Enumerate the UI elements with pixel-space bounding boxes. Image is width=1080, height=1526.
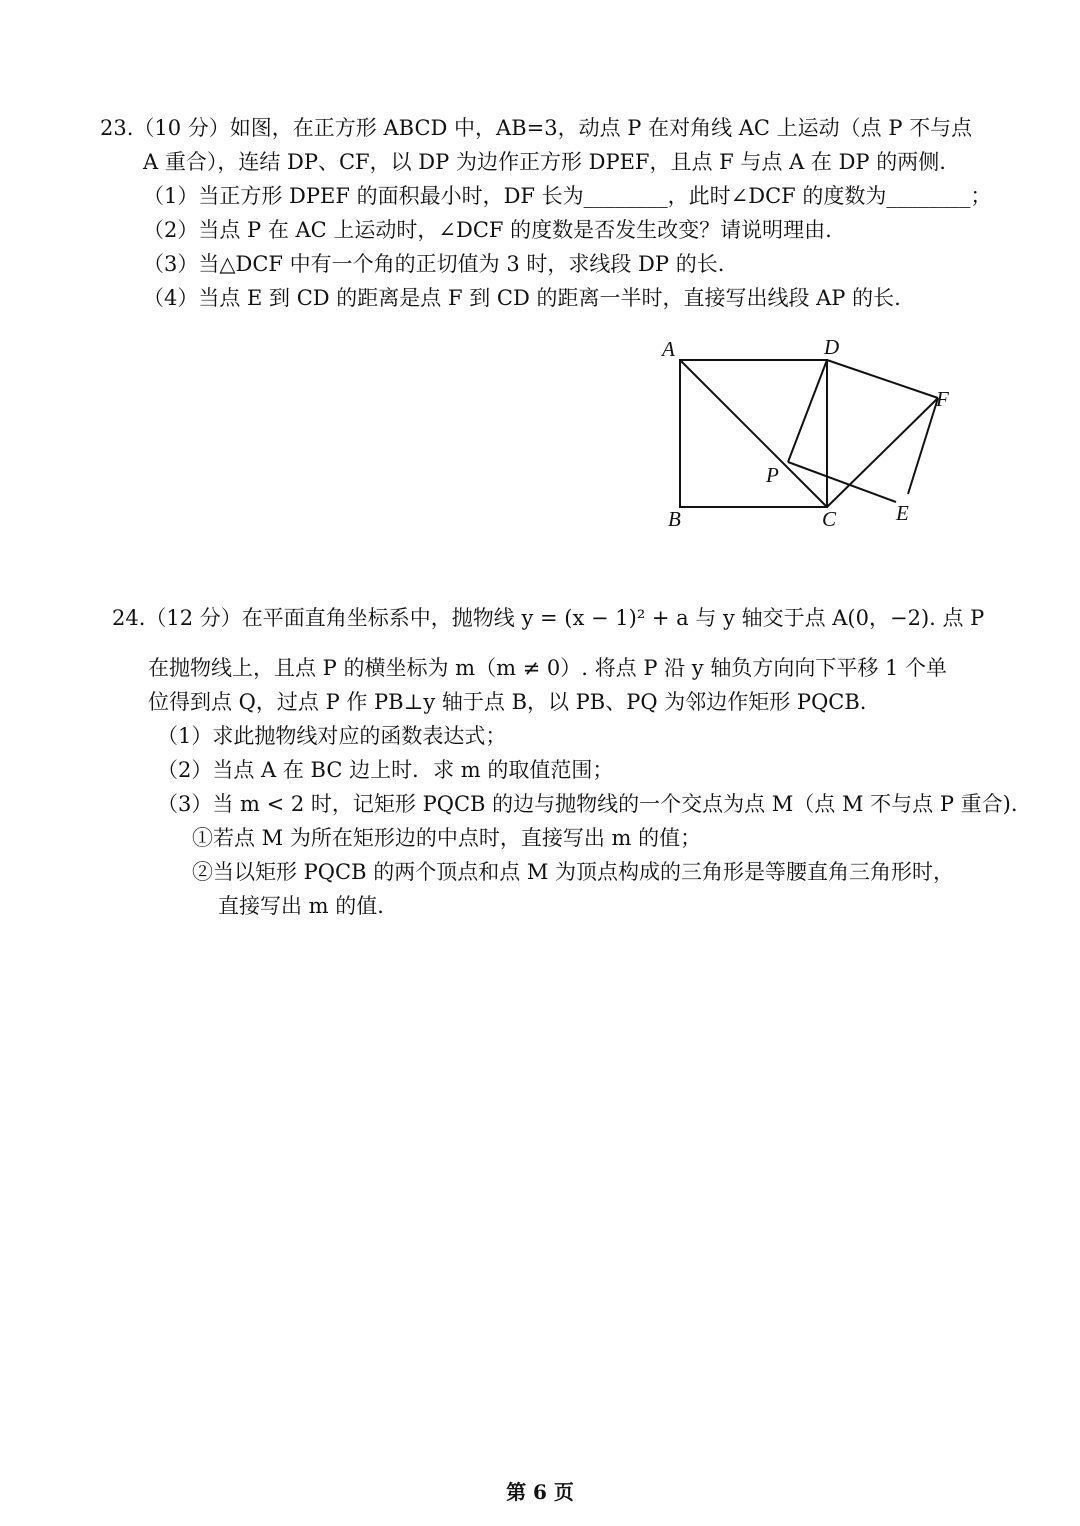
- geometry-figure-svg: [640, 330, 980, 540]
- q23-line-4: （2）当点 P 在 AC 上运动时，∠DCF 的度数是否发生改变？请说明理由.: [143, 218, 832, 242]
- label-e: E: [896, 501, 909, 525]
- q24-line-4: （1）求此抛物线对应的函数表达式；: [157, 724, 507, 748]
- segment-pe: [788, 462, 896, 502]
- q23-line-3: （1）当正方形 DPEF 的面积最小时，DF 长为________，此时∠DCF 的度数为________；: [143, 184, 992, 208]
- q24-line-6: （3）当 m < 2 时，记矩形 PQCB 的边与抛物线的一个交点为点 M（点 M 不与点 P 重合).: [157, 792, 1018, 816]
- diagonal-ac: [680, 360, 827, 507]
- label-b: B: [668, 507, 681, 531]
- label-a: A: [662, 337, 675, 361]
- q24-line-8: ②当以矩形 PQCB 的两个顶点和点 M 为顶点构成的三角形是等腰直角三角形时，: [192, 860, 955, 884]
- label-f: F: [936, 387, 949, 411]
- page-number: 第 6 页: [506, 1480, 574, 1504]
- q23-line-1: 23.（10 分）如图，在正方形 ABCD 中，AB=3，动点 P 在对角线 AC 上运动（点 P 不与点: [100, 116, 973, 140]
- label-c: C: [822, 507, 837, 531]
- label-d: D: [824, 335, 840, 359]
- q23-line-6: （4）当点 E 到 CD 的距离是点 F 到 CD 的距离一半时，直接写出线段 AP 的长.: [143, 286, 901, 310]
- q23-line-2: A 重合），连结 DP、CF，以 DP 为边作正方形 DPEF，且点 F 与点 A 在 DP 的两侧.: [143, 150, 946, 174]
- segment-dp: [788, 360, 827, 462]
- q24-line-2: 在抛物线上，且点 P 的横坐标为 m（m ≠ 0）. 将点 P 沿 y 轴负方向向下平移 1 个单: [148, 656, 948, 680]
- segment-df: [827, 360, 938, 398]
- q24-line-9: 直接写出 m 的值.: [218, 894, 384, 918]
- q24-line-7: ①若点 M 为所在矩形边的中点时，直接写出 m 的值；: [192, 826, 702, 850]
- q24-line-1: 24.（12 分）在平面直角坐标系中，抛物线 y = (x − 1)² + a 与 y 轴交于点 A(0，−2). 点 P: [112, 606, 985, 630]
- q23-line-5: （3）当△DCF 中有一个角的正切值为 3 时，求线段 DP 的长.: [143, 252, 725, 276]
- q24-line-5: （2）当点 A 在 BC 边上时．求 m 的取值范围；: [157, 758, 614, 782]
- label-p: P: [766, 463, 779, 487]
- q24-line-3: 位得到点 Q，过点 P 作 PB⊥y 轴于点 B，以 PB、PQ 为邻边作矩形 PQCB.: [148, 690, 867, 714]
- geometry-figure: [640, 330, 980, 540]
